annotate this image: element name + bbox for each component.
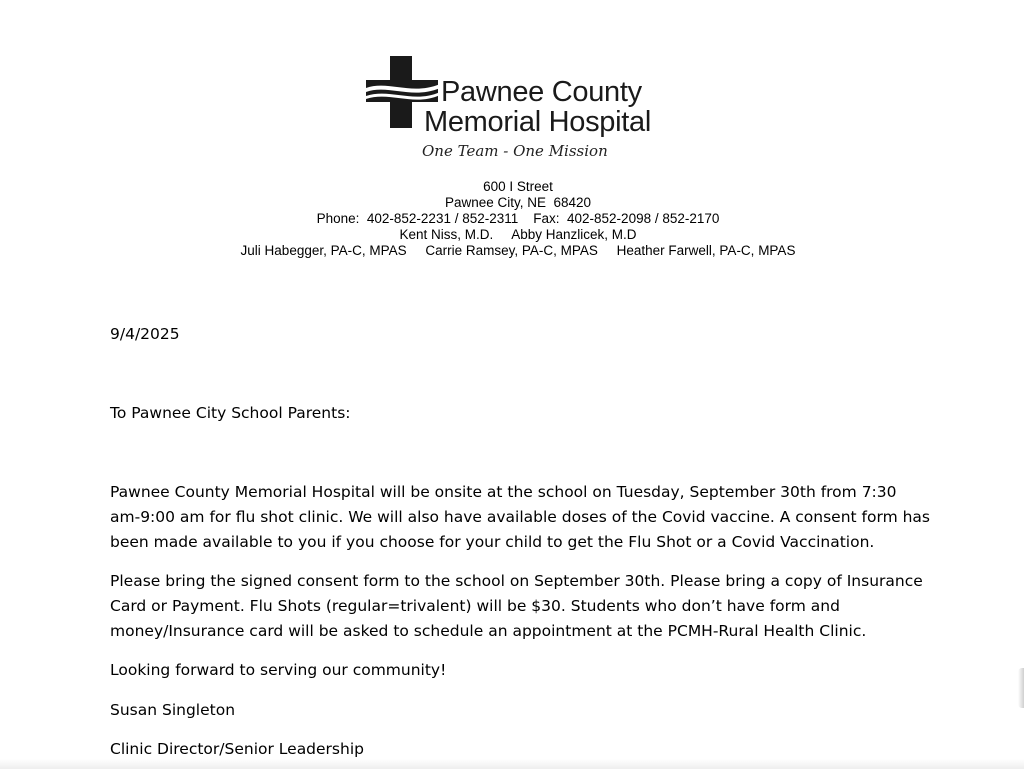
address-city: Pawnee City, NE 68420 bbox=[444, 195, 592, 210]
physicians-line: Kent Niss, M.D. Abby Hanzlicek, M.D bbox=[399, 227, 637, 242]
address-street: 600 I Street bbox=[483, 179, 553, 194]
page-bottom-shadow bbox=[0, 759, 1024, 769]
phone-fax-line: Phone: 402-852-2231 / 852-2311 Fax: 402-852-2098 / 852-2170 bbox=[316, 211, 720, 226]
letter-paragraph-2: Please bring the signed consent form to the school on September 30th. Please bring a copy of Insurance Card or Payment. Flu Shots (regular=trivalent) will be $30. Students who don’t have form and money/Insurance card will be asked to schedule an appointment at the PCMH-Rural Health Clinic. bbox=[110, 572, 923, 640]
letter-paragraph-1: Pawnee County Memorial Hospital will be onsite at the school on Tuesday, September 30th from 7:30 am-9:00 am for flu shot clinic. We will also have available doses of the Covid vaccine. A consent form has been made available to you if you choose for your child to get the Flu Shot or a Covid Vaccination. bbox=[110, 483, 930, 551]
letter-date: 9/4/2025 bbox=[110, 325, 180, 343]
signer-name: Susan Singleton bbox=[110, 701, 236, 719]
hospital-name-line1: Pawnee County bbox=[441, 76, 642, 108]
hospital-tagline: One Team - One Mission bbox=[422, 142, 608, 160]
physician-assistants-line: Juli Habegger, PA-C, MPAS Carrie Ramsey, PA-C, MPAS Heather Farwell, PA-C, MPAS bbox=[240, 243, 796, 258]
scroll-edge-shadow bbox=[1018, 668, 1024, 708]
letter-closing: Looking forward to serving our community! bbox=[110, 661, 447, 679]
hospital-name-line2: Memorial Hospital bbox=[424, 106, 651, 138]
signer-title: Clinic Director/Senior Leadership bbox=[110, 740, 364, 758]
letter-salutation: To Pawnee City School Parents: bbox=[110, 404, 351, 422]
hospital-logo bbox=[364, 54, 684, 166]
